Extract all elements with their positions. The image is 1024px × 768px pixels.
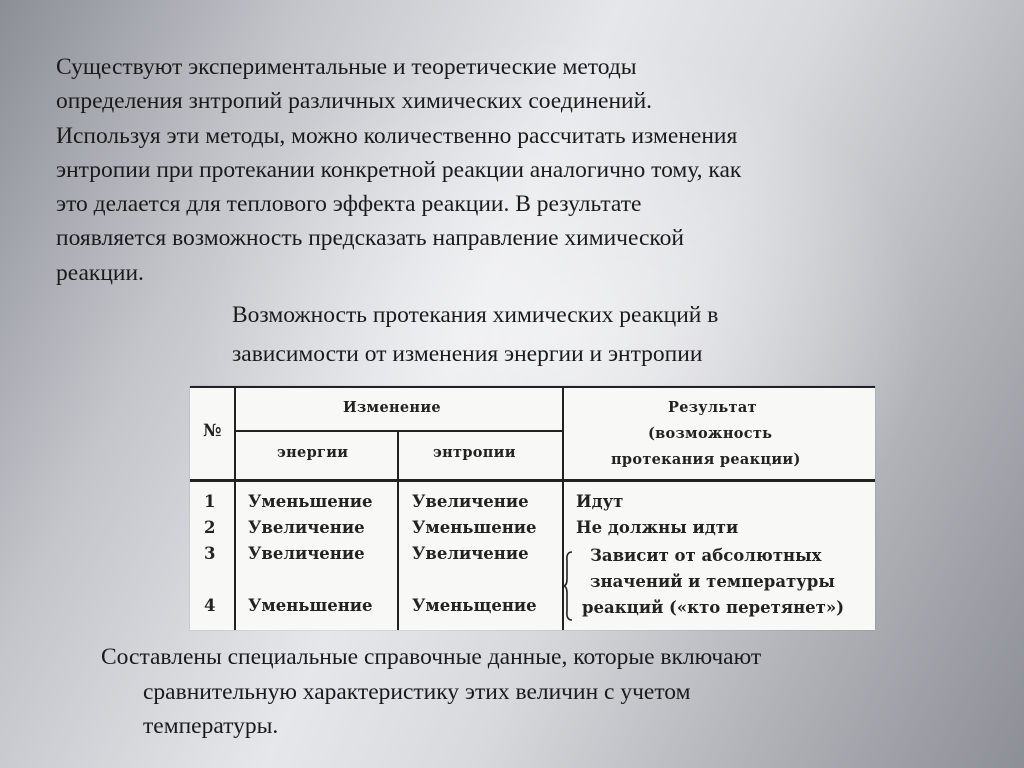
header-change: Изменение: [343, 399, 441, 416]
row-energy: Уменьшение: [248, 492, 373, 511]
header-result-line: Результат: [668, 399, 757, 416]
intro-line: определения знтропий различных химических соединений.: [56, 88, 653, 115]
outro-line: температуры.: [143, 713, 279, 739]
intro-line: Используя эти методы, можно количественно рассчитать изменения: [56, 122, 738, 149]
outro-line: сравнительную характеристику этих величин с учетом: [143, 678, 691, 705]
table-rule: [234, 386, 236, 630]
row-number: 3: [204, 544, 216, 563]
caption-line: зависимости от изменения энергии и энтропии: [232, 341, 703, 367]
header-entropy: энтропии: [433, 444, 516, 461]
row-energy: Увеличение: [248, 518, 365, 537]
row-number: 4: [204, 596, 216, 615]
row-entropy: Уменьщение: [412, 596, 537, 615]
table-rule: [190, 386, 875, 388]
curly-brace-icon: [563, 551, 573, 621]
row-entropy: Увеличение: [412, 544, 529, 563]
row-entropy: Увеличение: [412, 492, 529, 511]
header-result-line: протекания реакции): [611, 451, 801, 468]
row-number: 2: [204, 518, 216, 537]
header-energy: энергии: [277, 444, 349, 461]
row-energy: Увеличение: [248, 544, 365, 563]
row-entropy: Уменьшение: [412, 518, 537, 537]
row-result: Идут: [576, 492, 624, 511]
table-rule: [397, 430, 399, 630]
caption-line: Возможность протекания химических реакций в: [232, 302, 719, 328]
table-rule: [190, 479, 875, 482]
intro-line: реакции.: [56, 259, 144, 286]
intro-line: появляется возможность предсказать направление химической: [56, 225, 684, 252]
table-rule: [235, 430, 563, 432]
outro-paragraph: [101, 640, 981, 744]
header-result-line: (возможность: [648, 425, 773, 442]
intro-line: это делается для теплового эффекта реакции. В результате: [56, 191, 642, 218]
row-result: Не должны идти: [576, 518, 739, 537]
shared-result-line: значений и температуры: [590, 572, 835, 591]
intro-line: Существуют экспериментальные и теоретические методы: [56, 54, 637, 80]
shared-result-line: Зависит от абсолютных: [590, 546, 822, 565]
shared-result-line: реакций («кто перетянет»): [582, 598, 845, 617]
intro-line: энтропии при протекании конкретной реакции аналогично тому, как: [56, 156, 742, 183]
row-number: 1: [204, 492, 216, 511]
row-energy: Уменьшение: [248, 596, 373, 615]
table-caption: [232, 296, 718, 374]
header-no: №: [203, 421, 222, 441]
intro-paragraph: [56, 50, 956, 290]
outro-line: Составлены специальные справочные данные, которые включают: [101, 644, 762, 670]
